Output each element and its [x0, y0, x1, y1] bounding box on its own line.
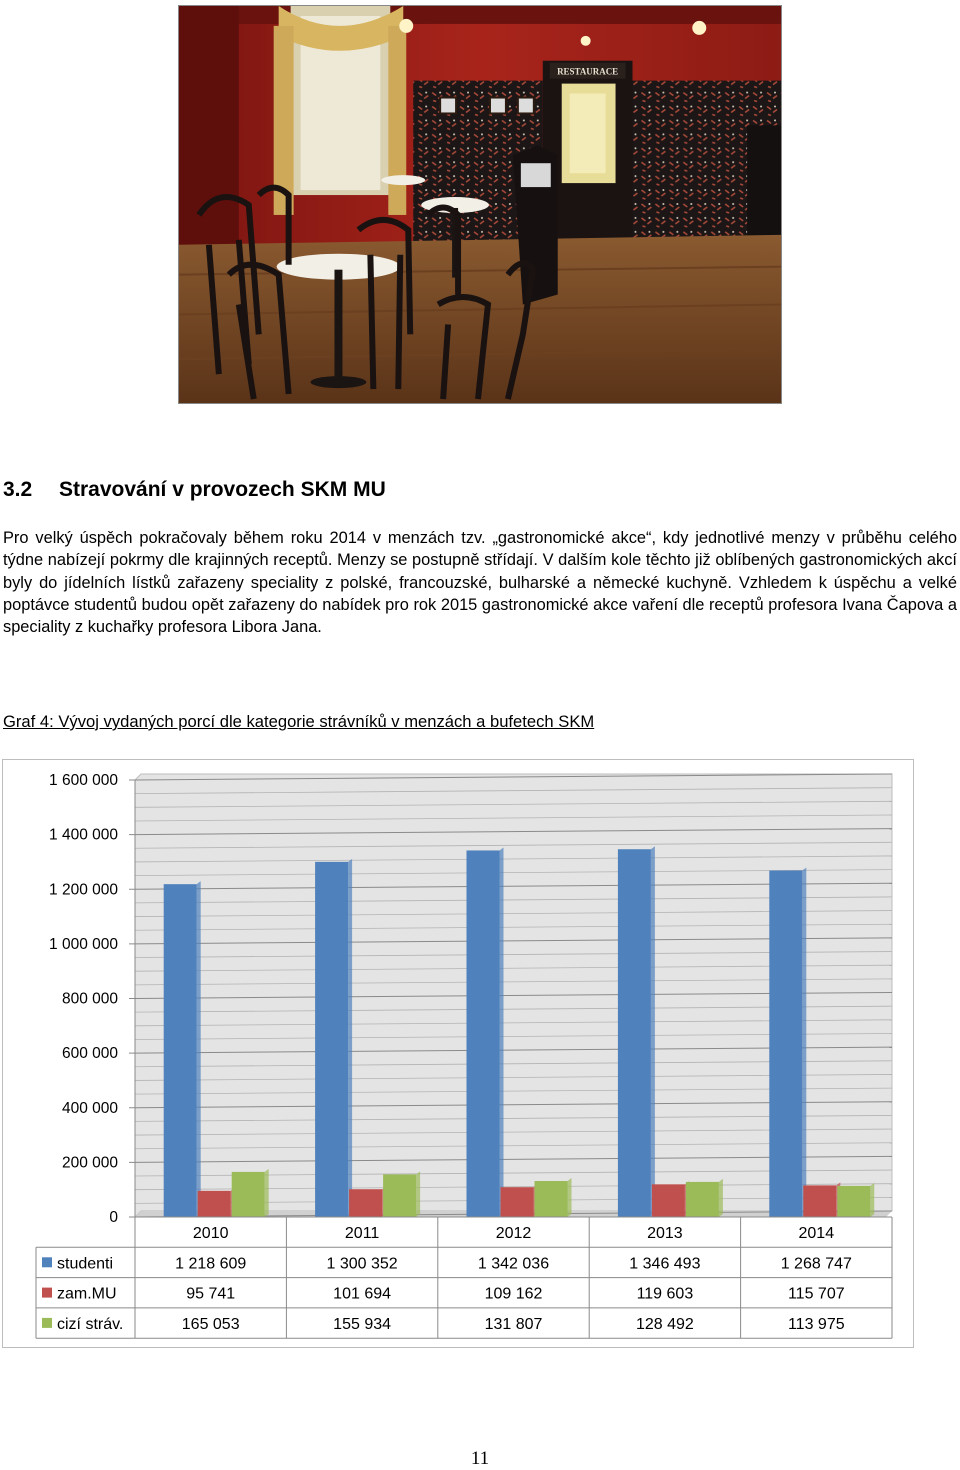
table-value-cell: 113 975: [787, 1315, 845, 1333]
bar-side: [651, 846, 655, 1217]
bar-side: [416, 1171, 420, 1217]
section-number: 3.2: [3, 478, 33, 501]
y-tick-label: 800 000: [61, 990, 118, 1008]
x-category-label: 2012: [495, 1225, 532, 1242]
bar-side: [265, 1169, 269, 1217]
y-tick-label: 0: [109, 1209, 118, 1226]
bar-side: [802, 867, 806, 1217]
table-value-cell: 1 268 747: [780, 1255, 852, 1273]
bar-ciz-str-v--2013: [686, 1182, 719, 1217]
restaurant-photo: [178, 5, 782, 404]
x-category-label: 2011: [344, 1225, 380, 1242]
legend-series-name: cizí stráv.: [57, 1315, 124, 1333]
bar-ciz-str-v--2010: [232, 1172, 265, 1217]
bar-side: [870, 1183, 874, 1217]
table-value-cell: 95 741: [186, 1285, 236, 1303]
legend-series-name: studenti: [57, 1255, 114, 1273]
bar-ciz-str-v--2011: [383, 1174, 416, 1217]
y-tick-label: 1 400 000: [49, 826, 118, 844]
bar-zam-mu-2014: [803, 1185, 836, 1217]
bar-zam-mu-2012: [501, 1187, 534, 1217]
section-title: Stravování v provozech SKM MU: [59, 478, 386, 501]
legend-key: [42, 1288, 52, 1298]
table-value-cell: 1 342 036: [477, 1255, 550, 1273]
table-value-cell: 131 807: [484, 1315, 543, 1333]
table-value-cell: 165 053: [181, 1315, 240, 1333]
page-number: 11: [470, 1448, 490, 1469]
table-value-cell: 1 346 493: [629, 1255, 701, 1273]
section-paragraph: Pro velký úspěch pokračovaly během roku 2014 v menzách tzv. „gastronomické akce“, kdy jednotlivé menzy v průběhu celého týdne nabízejí pokrmy dle krajinných receptů. Menzy se postupně střídají. V dalším kole těchto již oblíbených gastronomických akcí byly do jídelních lístků zařazeny speciality z polské, francouzské, bulharské a německé kuchyně. Vzhledem k úspěchu a velké poptávce studentů budou opět zařazeny do nabídek pro rok 2015 gastronomické akce vaření dle receptů profesora Ivana Čapova a speciality z kuchařky profesora Libora Jana.: [3, 529, 957, 637]
bar-side: [719, 1179, 723, 1217]
bar-chart: [3, 760, 913, 1347]
bar-side: [197, 881, 201, 1217]
x-category-label: 2010: [192, 1225, 229, 1242]
y-tick-label: 200 000: [61, 1154, 118, 1172]
table-value-cell: 119 603: [636, 1285, 694, 1303]
bar-side: [500, 847, 504, 1217]
section-heading: [3, 478, 386, 502]
legend-series-name: zam.MU: [57, 1285, 117, 1303]
y-tick-label: 1 600 000: [49, 772, 118, 789]
bar-studenti-2012: [467, 850, 500, 1217]
legend-key: [42, 1318, 52, 1328]
table-value-cell: 1 300 352: [326, 1255, 398, 1273]
y-tick-label: 600 000: [61, 1045, 118, 1063]
table-value-cell: 1 218 609: [175, 1255, 247, 1273]
table-value-cell: 155 934: [333, 1315, 392, 1333]
x-category-label: 2014: [798, 1225, 835, 1242]
chart-container: [2, 759, 914, 1348]
y-tick-label: 1 000 000: [49, 935, 118, 953]
bar-studenti-2013: [618, 849, 651, 1217]
bar-zam-mu-2011: [349, 1189, 382, 1217]
bar-ciz-str-v--2014: [837, 1186, 870, 1217]
table-value-cell: 109 162: [484, 1285, 543, 1303]
bar-studenti-2010: [164, 884, 197, 1217]
table-value-cell: 128 492: [635, 1315, 694, 1333]
legend-key: [42, 1257, 52, 1267]
y-tick-label: 1 200 000: [49, 881, 118, 899]
restaurant-sign-text: RESTAURACE: [557, 66, 619, 77]
chart-caption: Graf 4: Vývoj vydaných porcí dle kategorie strávníků v menzách a bufetech SKM: [3, 712, 595, 731]
y-tick-label: 400 000: [61, 1099, 118, 1117]
bar-zam-mu-2013: [652, 1184, 685, 1217]
table-value-cell: 101 694: [333, 1285, 392, 1303]
x-category-label: 2013: [647, 1225, 683, 1242]
bar-zam-mu-2010: [198, 1191, 231, 1217]
bar-side: [568, 1178, 572, 1217]
bar-studenti-2011: [315, 862, 348, 1217]
bar-ciz-str-v--2012: [535, 1181, 568, 1217]
table-value-cell: 115 707: [787, 1285, 845, 1303]
bar-studenti-2014: [769, 870, 802, 1217]
bar-side: [348, 859, 352, 1217]
